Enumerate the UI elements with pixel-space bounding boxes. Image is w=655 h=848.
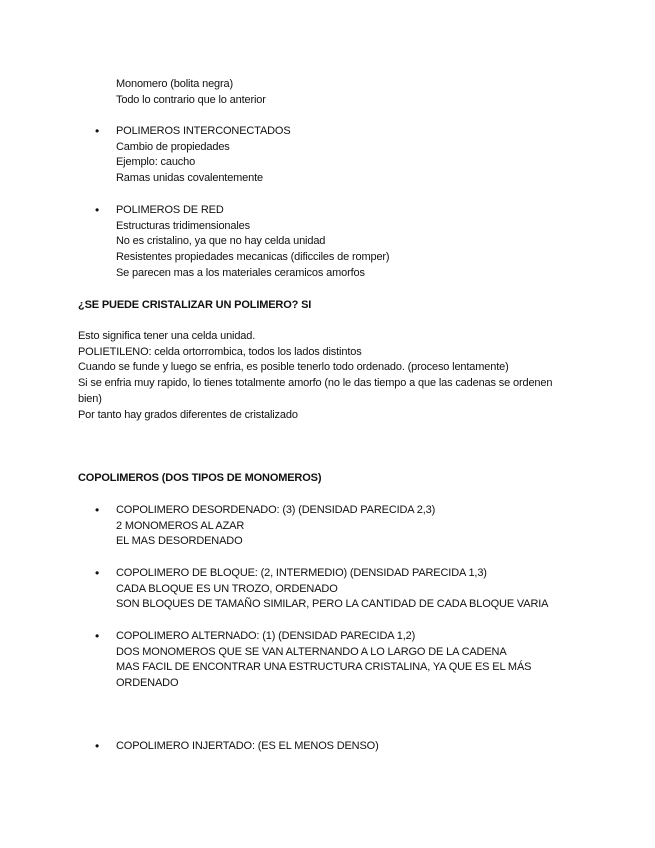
bullet-title: COPOLIMERO DE BLOQUE: (2, INTERMEDIO) (DENSIDAD PARECIDA 1,3) <box>116 567 487 579</box>
red-block <box>116 203 576 282</box>
cristalizar-paragraph <box>78 329 558 423</box>
text-line: Ejemplo: caucho <box>116 156 196 169</box>
text-line: Cuando se funde y luego se enfria, es posible tenerlo todo ordenado. (proceso lentamente) <box>78 361 509 374</box>
text-line: Esto significa tener una celda unidad. <box>78 330 256 342</box>
text-line: Por tanto hay grados diferentes de cristalizado <box>78 408 298 421</box>
text-line: MAS FACIL DE ENCONTRAR UNA ESTRUCTURA CRISTALINA, YA QUE ES EL MÁS ORDENADO <box>116 661 532 690</box>
text-line: CADA BLOQUE ES UN TROZO, ORDENADO <box>116 582 338 595</box>
text-line: EL MAS DESORDENADO <box>116 535 243 548</box>
text-line: Cambio de propiedades <box>116 140 230 153</box>
section-heading: COPOLIMEROS (DOS TIPOS DE MONOMEROS) <box>78 472 322 484</box>
text-line: Monomero (bolita negra) <box>116 78 233 90</box>
text-line: Ramas unidas covalentemente <box>116 172 263 185</box>
bullet-title: POLIMEROS INTERCONECTADOS <box>116 125 291 137</box>
bullet-title: COPOLIMERO INJERTADO: (ES EL MENOS DENSO) <box>116 740 379 752</box>
interconectados-block <box>116 124 576 187</box>
text-line: DOS MONOMEROS QUE SE VAN ALTERNANDO A LO LARGO DE LA CADENA <box>116 645 507 658</box>
text-line: SON BLOQUES DE TAMAÑO SIMILAR, PERO LA CANTIDAD DE CADA BLOQUE VARIA <box>116 598 549 611</box>
bullet-title: COPOLIMERO DESORDENADO: (3) (DENSIDAD PARECIDA 2,3) <box>116 504 436 516</box>
copolimeros-heading <box>78 471 558 487</box>
text-line: Resistentes propiedades mecanicas (dificciles de romper) <box>116 251 390 264</box>
text-line: Estructuras tridimensionales <box>116 219 250 232</box>
text-line: No es cristalino, ya que no hay celda unidad <box>116 235 326 248</box>
bullet-title: POLIMEROS DE RED <box>116 204 224 216</box>
bullet-icon <box>95 503 103 520</box>
bullet-icon <box>95 629 103 646</box>
alternado-block <box>116 629 576 692</box>
section-heading: ¿SE PUEDE CRISTALIZAR UN POLIMERO? SI <box>78 299 312 311</box>
bullet-icon <box>95 203 103 220</box>
monomero-block <box>116 77 576 108</box>
text-line: Se parecen mas a los materiales ceramicos amorfos <box>116 266 365 279</box>
cristalizar-heading <box>78 298 558 314</box>
text-line: POLIETILENO: celda ortorrombica, todos los lados distintos <box>78 345 362 358</box>
bloque-block <box>116 566 576 613</box>
bullet-icon <box>95 739 103 756</box>
text-line: Si se enfria muy rapido, lo tienes totalmente amorfo (no le das tiempo a que las cadenas se ordenen bien) <box>78 377 553 405</box>
desordenado-block <box>116 503 576 550</box>
bullet-icon <box>95 124 103 141</box>
bullet-icon <box>95 566 103 583</box>
injertado-block <box>116 739 576 755</box>
bullet-title: COPOLIMERO ALTERNADO: (1) (DENSIDAD PARECIDA 1,2) <box>116 630 416 642</box>
text-line: 2 MONOMEROS AL AZAR <box>116 519 245 532</box>
text-line: Todo lo contrario que lo anterior <box>116 93 266 106</box>
